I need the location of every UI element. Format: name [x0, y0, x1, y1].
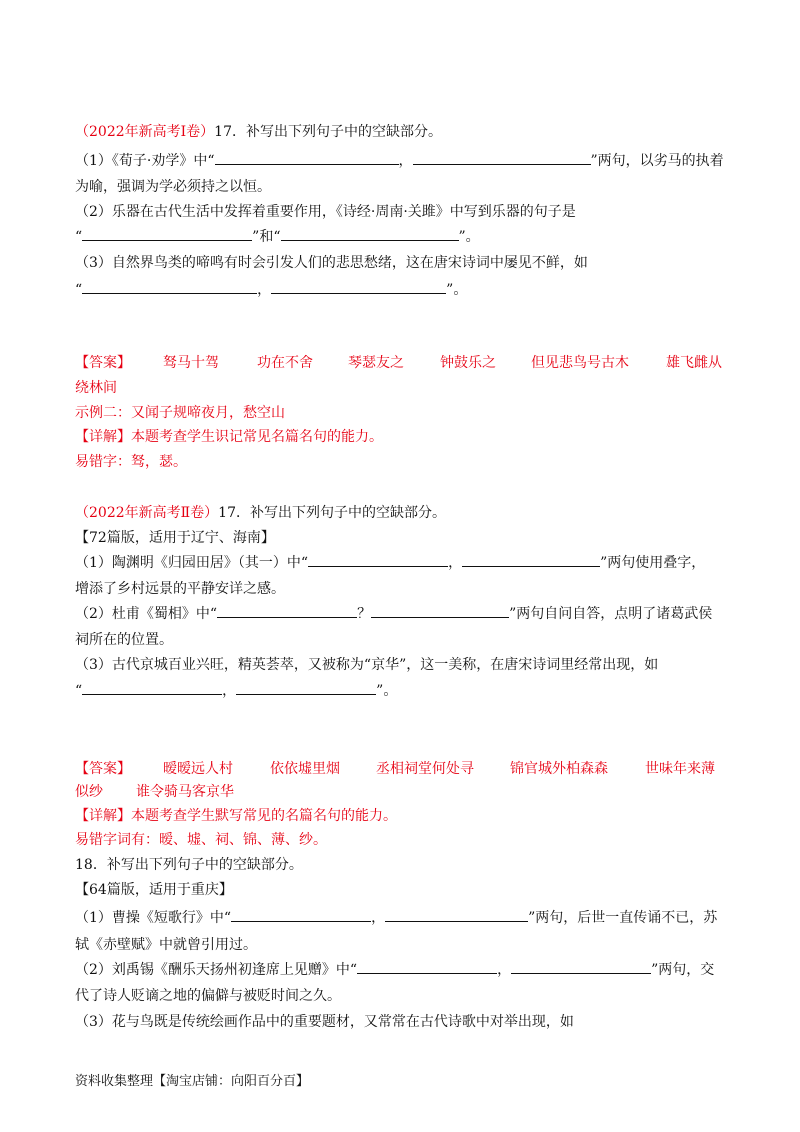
answer-blank[interactable]: [462, 553, 600, 567]
q1-item3-line2: [75, 280, 467, 300]
answer-blank[interactable]: [215, 151, 399, 165]
answer-item: 雄飞雌从: [666, 355, 722, 371]
q1-item2-quote-close: ”。: [458, 229, 480, 245]
q2-item1-text-a: （1）陶渊明《归园田居》（其一）中“: [75, 555, 309, 571]
q2-item1-line2: 增添了乡村远景的平静安详之感。: [75, 581, 285, 597]
q2-item3-line1: （3）古代京城百业兴旺，精英荟萃，又被称为“京华”，这一美称，在唐宋诗词里经常出现，如: [75, 657, 659, 673]
q1-item1-text-b: ”两句，以劣马的执着: [590, 153, 724, 169]
q3-title: 18．补写出下列句子中的空缺部分。: [75, 857, 303, 873]
answer-blank[interactable]: [231, 908, 371, 922]
q2-title: 17．补写出下列句子中的空缺部分。: [218, 505, 446, 521]
answer-typo-note: 易错字：驽，瑟。: [75, 454, 187, 470]
q3-item1-line1: [75, 908, 717, 928]
q3-item2-text-a: （2）刘禹锡《酬乐天扬州初逢席上见赠》中“: [75, 962, 358, 978]
q1-item1-sep: ，: [398, 153, 413, 169]
answer-blank[interactable]: [271, 280, 446, 294]
answer-item-continued: 绕林间: [75, 380, 117, 396]
q2-item3-line2: [75, 681, 397, 701]
q3-item2-line1: [75, 960, 714, 980]
answer-label: 【答案】: [75, 355, 131, 371]
q2-item1-text-b: ”两句使用叠字，: [600, 555, 706, 571]
answer-item: 功在不舍: [257, 355, 313, 371]
answer-label: 【答案】: [75, 761, 131, 777]
q3-item1-text-b: ”两句，后世一直传诵不已，苏: [528, 910, 718, 926]
q3-item3-line1: （3）花与鸟既是传统绘画作品中的重要题材，又常常在古代诗歌中对举出现，如: [75, 1014, 574, 1030]
answer-item: 锦官城外柏森森: [510, 761, 608, 777]
q2-item3-quote-open: “: [75, 683, 83, 699]
q3-item1-line2: 轼《赤壁赋》中就曾引用过。: [75, 937, 257, 953]
q1-item1-line1: [75, 151, 724, 171]
q1-item3-quote-open: “: [75, 282, 83, 298]
answer-typo-note: 易错字词有：暧、墟、祠、锦、薄、纱。: [75, 832, 327, 848]
q2-item2-text-b: ”两句自问自答，点明了诸葛武侯: [509, 606, 713, 622]
page-footer: 资料收集整理【淘宝店铺：向阳百分百】: [75, 1074, 310, 1089]
q3-item2-line2: 代了诗人贬谪之地的偏僻与被贬时间之久。: [75, 988, 341, 1004]
q2-source: （2022年新高考Ⅱ卷）: [75, 505, 219, 521]
answer-detail: 【详解】本题考查学生识记常见名篇名句的能力。: [75, 429, 383, 445]
answer-item: 驽马十驾: [163, 355, 219, 371]
answer-blank[interactable]: [413, 151, 591, 165]
q2-item1-sep: ，: [448, 555, 463, 571]
answer-blank[interactable]: [385, 908, 528, 922]
answer-item: 世味年来薄: [645, 761, 715, 777]
q2-item3-sep: ，: [222, 683, 237, 699]
answer-example: 示例二：又闻子规啼夜月，愁空山: [75, 405, 285, 421]
q2-item2-line1: [75, 604, 712, 624]
answer-item: 谁令骑马客京华: [136, 784, 234, 800]
answer-blank[interactable]: [82, 681, 222, 695]
q3-edition: 【64篇版，适用于重庆】: [75, 882, 233, 898]
answer-blank[interactable]: [511, 960, 651, 974]
answer-blank[interactable]: [236, 681, 376, 695]
q3-item1-sep: ，: [371, 910, 386, 926]
answer-detail: 【详解】本题考查学生默写常见的名篇名句的能力。: [75, 808, 397, 824]
q1-item3-line1: （3）自然界鸟类的啼鸣有时会引发人们的悲思愁绪，这在唐宋诗词中屡见不鲜，如: [75, 255, 588, 271]
q1-item2-quote-open: “: [75, 229, 83, 245]
answer-blank[interactable]: [281, 227, 459, 241]
q2-edition: 【72篇版，适用于辽宁、海南】: [75, 530, 275, 546]
answer-blank[interactable]: [371, 604, 509, 618]
q1-item2-line1: （2）乐器在古代生活中发挥着重要作用，《诗经·周南·关雎》中写到乐器的句子是: [75, 204, 576, 220]
q2-item2-sep: ？: [357, 606, 372, 622]
answer-blank[interactable]: [357, 960, 497, 974]
q1-item3-sep: ，: [257, 282, 272, 298]
answer-blank[interactable]: [82, 227, 252, 241]
answer-blank[interactable]: [217, 604, 357, 618]
answer-item: 但见悲鸟号古木: [531, 355, 629, 371]
q1-heading: [75, 122, 442, 142]
q3-item2-sep: ，: [497, 962, 512, 978]
answer-item: 钟鼓乐之: [440, 355, 496, 371]
q2-item2-line2: 祠所在的位置。: [75, 632, 173, 648]
q1-title: 17．补写出下列句子中的空缺部分。: [214, 124, 442, 140]
answer-item: 琴瑟友之: [348, 355, 404, 371]
q1-item2-and: ”和“: [252, 229, 281, 245]
q1-item1-text-a: （1）《荀子·劝学》中“: [75, 153, 215, 169]
q2-item1-line1: [75, 553, 705, 573]
answer-item: 丞相祠堂何处寻: [376, 761, 474, 777]
answer-blank[interactable]: [82, 280, 257, 294]
answer-item-continued: 似纱: [75, 784, 103, 800]
answer-item: 暧暧远人村: [163, 761, 233, 777]
q1-item3-quote-close: ”。: [446, 282, 468, 298]
q1-item2-line2: [75, 227, 480, 247]
answer-item: 依依墟里烟: [270, 761, 340, 777]
answer-blank[interactable]: [308, 553, 448, 567]
q2-item3-quote-close: ”。: [376, 683, 398, 699]
q1-source: （2022年新高考Ⅰ卷）: [75, 124, 215, 140]
q2-heading: [75, 503, 446, 523]
q2-item2-text-a: （2）杜甫《蜀相》中“: [75, 606, 218, 622]
q1-item1-line2: 为喻，强调为学必须持之以恒。: [75, 179, 271, 195]
q3-item1-text-a: （1）曹操《短歌行》中“: [75, 910, 232, 926]
q3-item2-text-b: ”两句，交: [651, 962, 715, 978]
